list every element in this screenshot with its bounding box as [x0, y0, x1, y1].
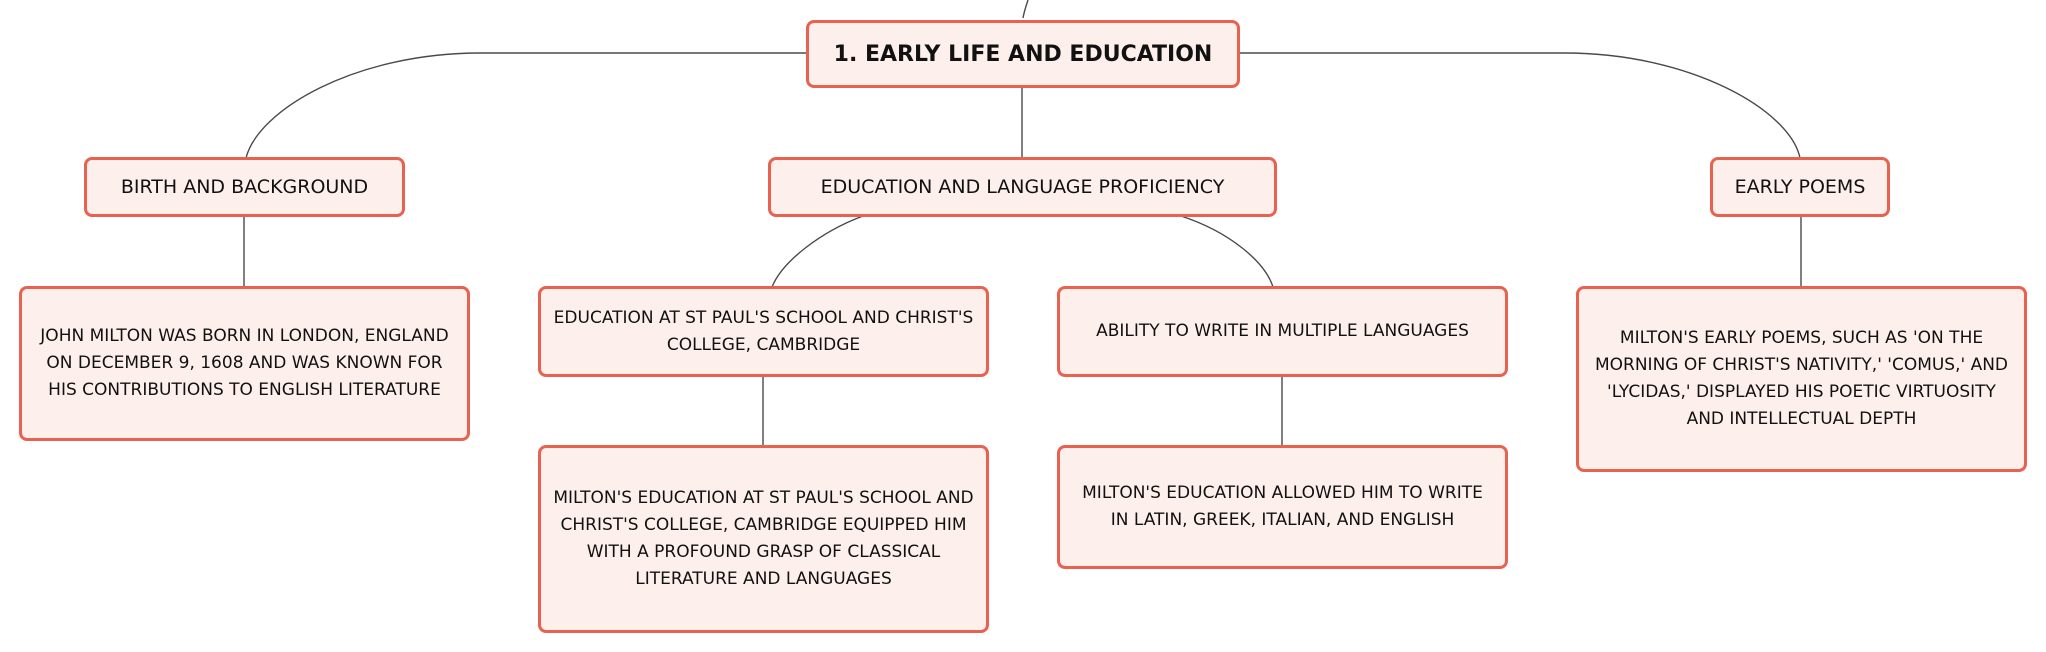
branch-birth-and-background[interactable]: [84, 157, 405, 217]
leaf-education-school-detail[interactable]: [538, 445, 989, 633]
root-node[interactable]: [806, 20, 1240, 88]
leaf-birth-detail-text: JOHN MILTON WAS BORN IN LONDON, ENGLAND ON DECEMBER 9, 1608 AND WAS KNOWN FOR HIS CONTRIBUTIONS TO ENGLISH LITERATURE: [40, 326, 449, 400]
connector-root-poems: [1239, 53, 1800, 158]
branch-poems-label: EARLY POEMS: [1734, 176, 1866, 198]
leaf-early-poems-detail[interactable]: [1576, 286, 2027, 472]
leaf-language-ability[interactable]: [1057, 286, 1508, 377]
branch-education-and-language[interactable]: [768, 157, 1277, 217]
branch-birth-label: BIRTH AND BACKGROUND: [120, 176, 369, 198]
connector-root-birth: [246, 53, 806, 158]
leaf-early-poems-text: MILTON'S EARLY POEMS, SUCH AS 'ON THE MORNING OF CHRIST'S NATIVITY,' 'COMUS,' AND 'LYCIDAS,' DISPLAYED HIS POETIC VIRTUOSITY AND INTELLECTUAL DEPTH: [1594, 328, 2009, 429]
connector-education-languages: [1181, 216, 1273, 287]
leaf-birth-detail[interactable]: [19, 286, 470, 441]
connector-education-school: [772, 216, 863, 287]
leaf-education-school[interactable]: [538, 286, 989, 377]
leaf-language-ability-detail-text: MILTON'S EDUCATION ALLOWED HIM TO WRITE IN LATIN, GREEK, ITALIAN, AND ENGLISH: [1082, 483, 1483, 530]
root-node-label: 1. EARLY LIFE AND EDUCATION: [833, 41, 1213, 67]
leaf-education-school-detail-text: MILTON'S EDUCATION AT ST PAUL'S SCHOOL AND CHRIST'S COLLEGE, CAMBRIDGE EQUIPPED HIM WITH A PROFOUND GRASP OF CLASSICAL LITERATURE AND LANGUAGES: [553, 488, 974, 589]
branch-early-poems[interactable]: [1710, 157, 1890, 217]
leaf-language-ability-detail[interactable]: [1057, 445, 1508, 569]
leaf-education-school-text: EDUCATION AT ST PAUL'S SCHOOL AND CHRIST'S COLLEGE, CAMBRIDGE: [553, 307, 974, 355]
connector-parent-root: [1023, 0, 1028, 18]
leaf-language-ability-text: ABILITY TO WRITE IN MULTIPLE LANGUAGES: [1096, 321, 1469, 341]
branch-education-label: EDUCATION AND LANGUAGE PROFICIENCY: [820, 176, 1225, 198]
